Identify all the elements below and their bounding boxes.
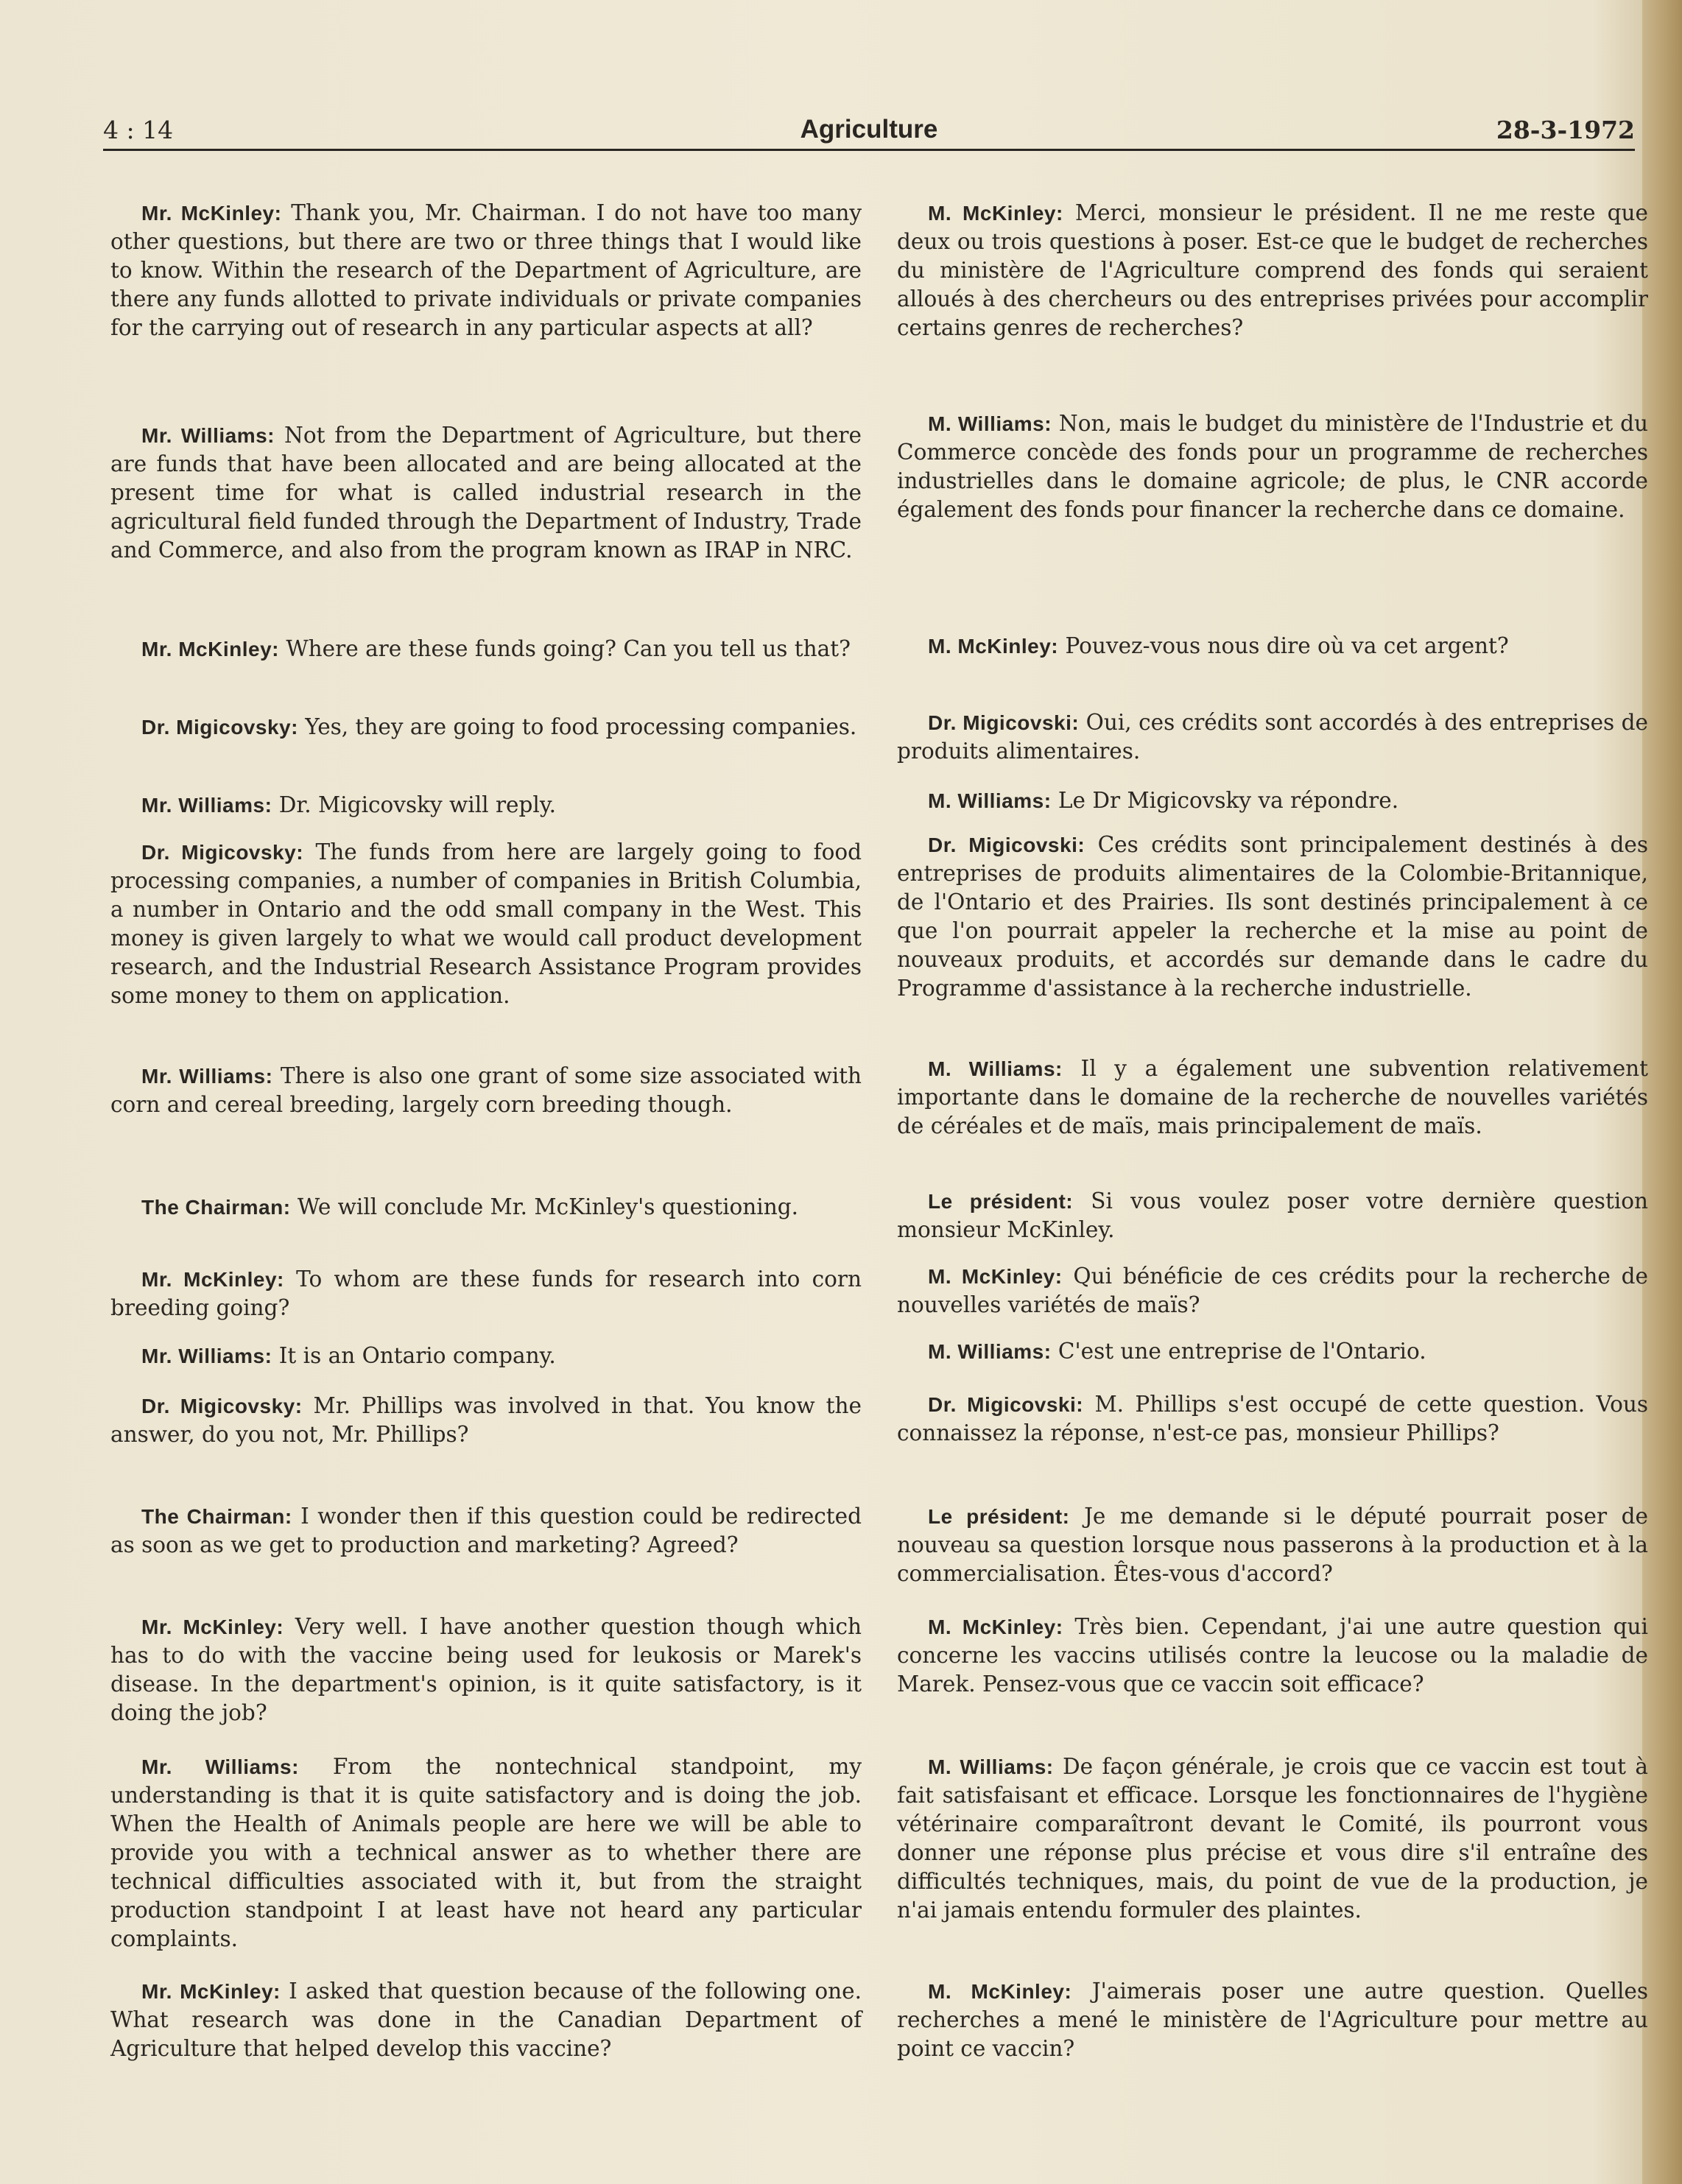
speaker-label: Dr. Migicovsky: bbox=[141, 716, 298, 739]
paragraph bbox=[110, 713, 862, 741]
paragraph bbox=[897, 1337, 1648, 1366]
page-edge bbox=[1642, 0, 1682, 2184]
paragraph-text: It is an Ontario company. bbox=[272, 1343, 556, 1368]
paragraph-text: Si vous voulez poser votre dernière question monsieur McKinley. bbox=[897, 1188, 1648, 1242]
speaker-label: Mr. Williams: bbox=[141, 1345, 272, 1367]
paragraph bbox=[897, 1054, 1648, 1141]
paragraph bbox=[110, 791, 862, 820]
header-date: 28-3-1972 bbox=[1496, 116, 1635, 144]
page-number: 4 : 14 bbox=[103, 116, 174, 144]
paragraph bbox=[897, 786, 1648, 815]
speaker-label: M. McKinley: bbox=[928, 1980, 1072, 2003]
speaker-label: Mr. McKinley: bbox=[141, 1980, 281, 2003]
paragraph bbox=[897, 1753, 1648, 1925]
paragraph-text: Oui, ces crédits sont accordés à des entreprises de produits alimentaires. bbox=[897, 710, 1648, 764]
paragraph bbox=[110, 1342, 862, 1370]
paragraph-text: Ces crédits sont principalement destinés à des entreprises de produits alimentaires de la Colombie-Britannique, de l'Ontario et des Prairies. Ils sont destinés principalement à ce que l'on pourrait appeler la recherche et la mise au point de nouveaux produits, et accordés sur demande dans le cadre du Programme d'assistance à la recherche industrielle. bbox=[897, 832, 1648, 1001]
paragraph bbox=[897, 632, 1648, 661]
paragraph-text: To whom are these funds for research into corn breeding going? bbox=[110, 1267, 862, 1320]
paragraph-text: Where are these funds going? Can you tell us that? bbox=[278, 636, 851, 661]
speaker-label: Le président: bbox=[928, 1190, 1074, 1213]
speaker-label: M. Williams: bbox=[928, 1755, 1054, 1778]
paragraph bbox=[110, 838, 862, 1010]
paragraph-text: C'est une entreprise de l'Ontario. bbox=[1051, 1339, 1426, 1364]
speaker-label: M. McKinley: bbox=[928, 202, 1063, 225]
speaker-label: M. Williams: bbox=[928, 1057, 1063, 1080]
paragraph bbox=[897, 409, 1648, 524]
speaker-label: Dr. Migicovski: bbox=[928, 711, 1080, 734]
paragraph-text: Le Dr Migicovsky va répondre. bbox=[1051, 788, 1399, 813]
paragraph-text: Merci, monsieur le président. Il ne me reste que deux ou trois questions à poser. Est-ce que le budget de recherches du ministère de l'Agriculture comprend des fonds qui seraient alloués à des chercheurs ou des entreprises privées pour accomplir certains genres de recherches? bbox=[897, 200, 1648, 340]
speaker-label: Mr. Williams: bbox=[141, 424, 275, 447]
speaker-label: Mr. McKinley: bbox=[141, 1616, 284, 1638]
paragraph-text: From the nontechnical standpoint, my understanding is that it is quite satisfactory and is doing the job. When the Health of Animals people are here we will be able to provide you with a technical answer as to whether there are technical difficulties associated with it, but from the straight production standpoint I at least have not heard any particular complaints. bbox=[110, 1754, 862, 1951]
paragraph bbox=[897, 1613, 1648, 1699]
speaker-label: Mr. Williams: bbox=[141, 1755, 299, 1778]
paragraph-text: The funds from here are largely going to food processing companies, a number of companies in British Columbia, a number in Ontario and the odd small company in the West. This money is given largely to what we would call product development research, and the Industrial Research Assistance Program provides some money to them on application. bbox=[110, 839, 862, 1008]
paragraph bbox=[110, 1753, 862, 1954]
paragraph bbox=[897, 1502, 1648, 1588]
speaker-label: The Chairman: bbox=[141, 1505, 292, 1528]
paragraph-text: Je me demande si le député pourrait poser de nouveau sa question lorsque nous passerons à la production et à la commercialisation. Êtes-vous d'accord? bbox=[897, 1504, 1648, 1586]
paragraph-text: I wonder then if this question could be redirected as soon as we get to production and marketing? Agreed? bbox=[110, 1504, 862, 1557]
paragraph bbox=[897, 708, 1648, 766]
paragraph bbox=[110, 1265, 862, 1322]
paragraph-text: De façon générale, je crois que ce vaccin est tout à fait satisfaisant et efficace. Lorsque les fonctionnaires de l'hygiène vétérinaire comparaîtront devant le Comité, ils pourront vous donner une réponse plus précise et vous dire s'il entraîne des difficultés techniques, mais, du point de vue de la production, je n'ai jamais entendu formuler des plaintes. bbox=[897, 1754, 1648, 1923]
speaker-label: M. Williams: bbox=[928, 412, 1052, 435]
speaker-label: Mr. Williams: bbox=[141, 794, 272, 817]
running-header bbox=[103, 103, 1635, 151]
paragraph-text: J'aimerais poser une autre question. Quelles recherches a mené le ministère de l'Agriculture pour mettre au point ce vaccin? bbox=[897, 1979, 1648, 2061]
speaker-label: Mr. McKinley: bbox=[141, 638, 279, 661]
paragraph bbox=[897, 1977, 1648, 2063]
paragraph-text: Very well. I have another question though which has to do with the vaccine being used for leukosis or Marek's disease. In the department's opinion, is it quite satisfactory, is it doing the job? bbox=[110, 1614, 862, 1725]
speaker-label: Mr. McKinley: bbox=[141, 1268, 284, 1291]
paragraph bbox=[897, 831, 1648, 1003]
speaker-label: Mr. McKinley: bbox=[141, 202, 282, 225]
paragraph-text: Dr. Migicovsky will reply. bbox=[272, 792, 556, 817]
speaker-label: Dr. Migicovsky: bbox=[141, 1395, 303, 1417]
speaker-label: M. Williams: bbox=[928, 1340, 1052, 1363]
paragraph-text: M. Phillips s'est occupé de cette question. Vous connaissez la réponse, n'est-ce pas, monsieur Phillips? bbox=[897, 1392, 1648, 1445]
speaker-label: Dr. Migicovsky: bbox=[141, 841, 304, 864]
speaker-label: Dr. Migicovski: bbox=[928, 834, 1085, 856]
speaker-label: M. Williams: bbox=[928, 789, 1052, 812]
speaker-label: Dr. Migicovski: bbox=[928, 1393, 1084, 1416]
paragraph bbox=[897, 1262, 1648, 1320]
paragraph bbox=[897, 1390, 1648, 1448]
paragraph bbox=[110, 199, 862, 342]
paragraph-text: Il y a également une subvention relativement importante dans le domaine de la recherche de nouvelles variétés de céréales et de maïs, mais principalement de maïs. bbox=[897, 1056, 1648, 1138]
paragraph-text: Non, mais le budget du ministère de l'Industrie et du Commerce concède des fonds pour un programme de recherches industrielles dans le domaine agricole; de plus, le CNR accorde également des fonds pour financer la recherche dans ce domaine. bbox=[897, 411, 1649, 522]
paragraph-text: Pouvez-vous nous dire où va cet argent? bbox=[1058, 633, 1509, 658]
paragraph bbox=[897, 1187, 1648, 1244]
header-title: Agriculture bbox=[800, 115, 938, 144]
paragraph-text: Mr. Phillips was involved in that. You know the answer, do you not, Mr. Phillips? bbox=[110, 1393, 862, 1447]
paragraph-text: Yes, they are going to food processing companies. bbox=[298, 714, 857, 739]
paragraph-text: Très bien. Cependant, j'ai une autre question qui concerne les vaccins utilisés contre la leucose ou la maladie de Marek. Pensez-vous que ce vaccin soit efficace? bbox=[897, 1614, 1648, 1697]
paragraph-text: We will conclude Mr. McKinley's questioning. bbox=[290, 1194, 798, 1219]
paragraph bbox=[110, 1977, 862, 2063]
paragraph-text: Qui bénéficie de ces crédits pour la recherche de nouvelles variétés de maïs? bbox=[897, 1264, 1648, 1317]
paragraph bbox=[110, 1613, 862, 1727]
paragraph bbox=[897, 199, 1648, 342]
paragraph bbox=[110, 1502, 862, 1560]
paragraph bbox=[110, 1062, 862, 1119]
paragraph bbox=[110, 421, 862, 565]
paragraph bbox=[110, 1193, 862, 1222]
speaker-label: The Chairman: bbox=[141, 1196, 291, 1219]
paragraph bbox=[110, 635, 862, 663]
speaker-label: M. McKinley: bbox=[928, 1265, 1063, 1288]
paragraph-text: Thank you, Mr. Chairman. I do not have too many other questions, but there are two or three things that I would like to know. Within the research of the Department of Agriculture, are there any funds allotted to private individuals or private companies for the carrying out of research in any particular aspects at all? bbox=[110, 200, 862, 340]
speaker-label: M. McKinley: bbox=[928, 1616, 1063, 1638]
paragraph-text: I asked that question because of the following one. What research was done in the Canadian Department of Agriculture that helped develop this vaccine? bbox=[110, 1979, 862, 2061]
paragraph bbox=[110, 1392, 862, 1449]
paragraph-text: Not from the Department of Agriculture, but there are funds that have been allocated and are being allocated at the present time for what is called industrial research in the agricultural field funded through the Department of Industry, Trade and Commerce, and also from the program known as IRAP in NRC. bbox=[110, 423, 862, 563]
paragraph-text: There is also one grant of some size associated with corn and cereal breeding, largely corn breeding though. bbox=[110, 1063, 862, 1117]
speaker-label: M. McKinley: bbox=[928, 635, 1059, 658]
speaker-label: Mr. Williams: bbox=[141, 1065, 273, 1088]
speaker-label: Le président: bbox=[928, 1505, 1070, 1528]
